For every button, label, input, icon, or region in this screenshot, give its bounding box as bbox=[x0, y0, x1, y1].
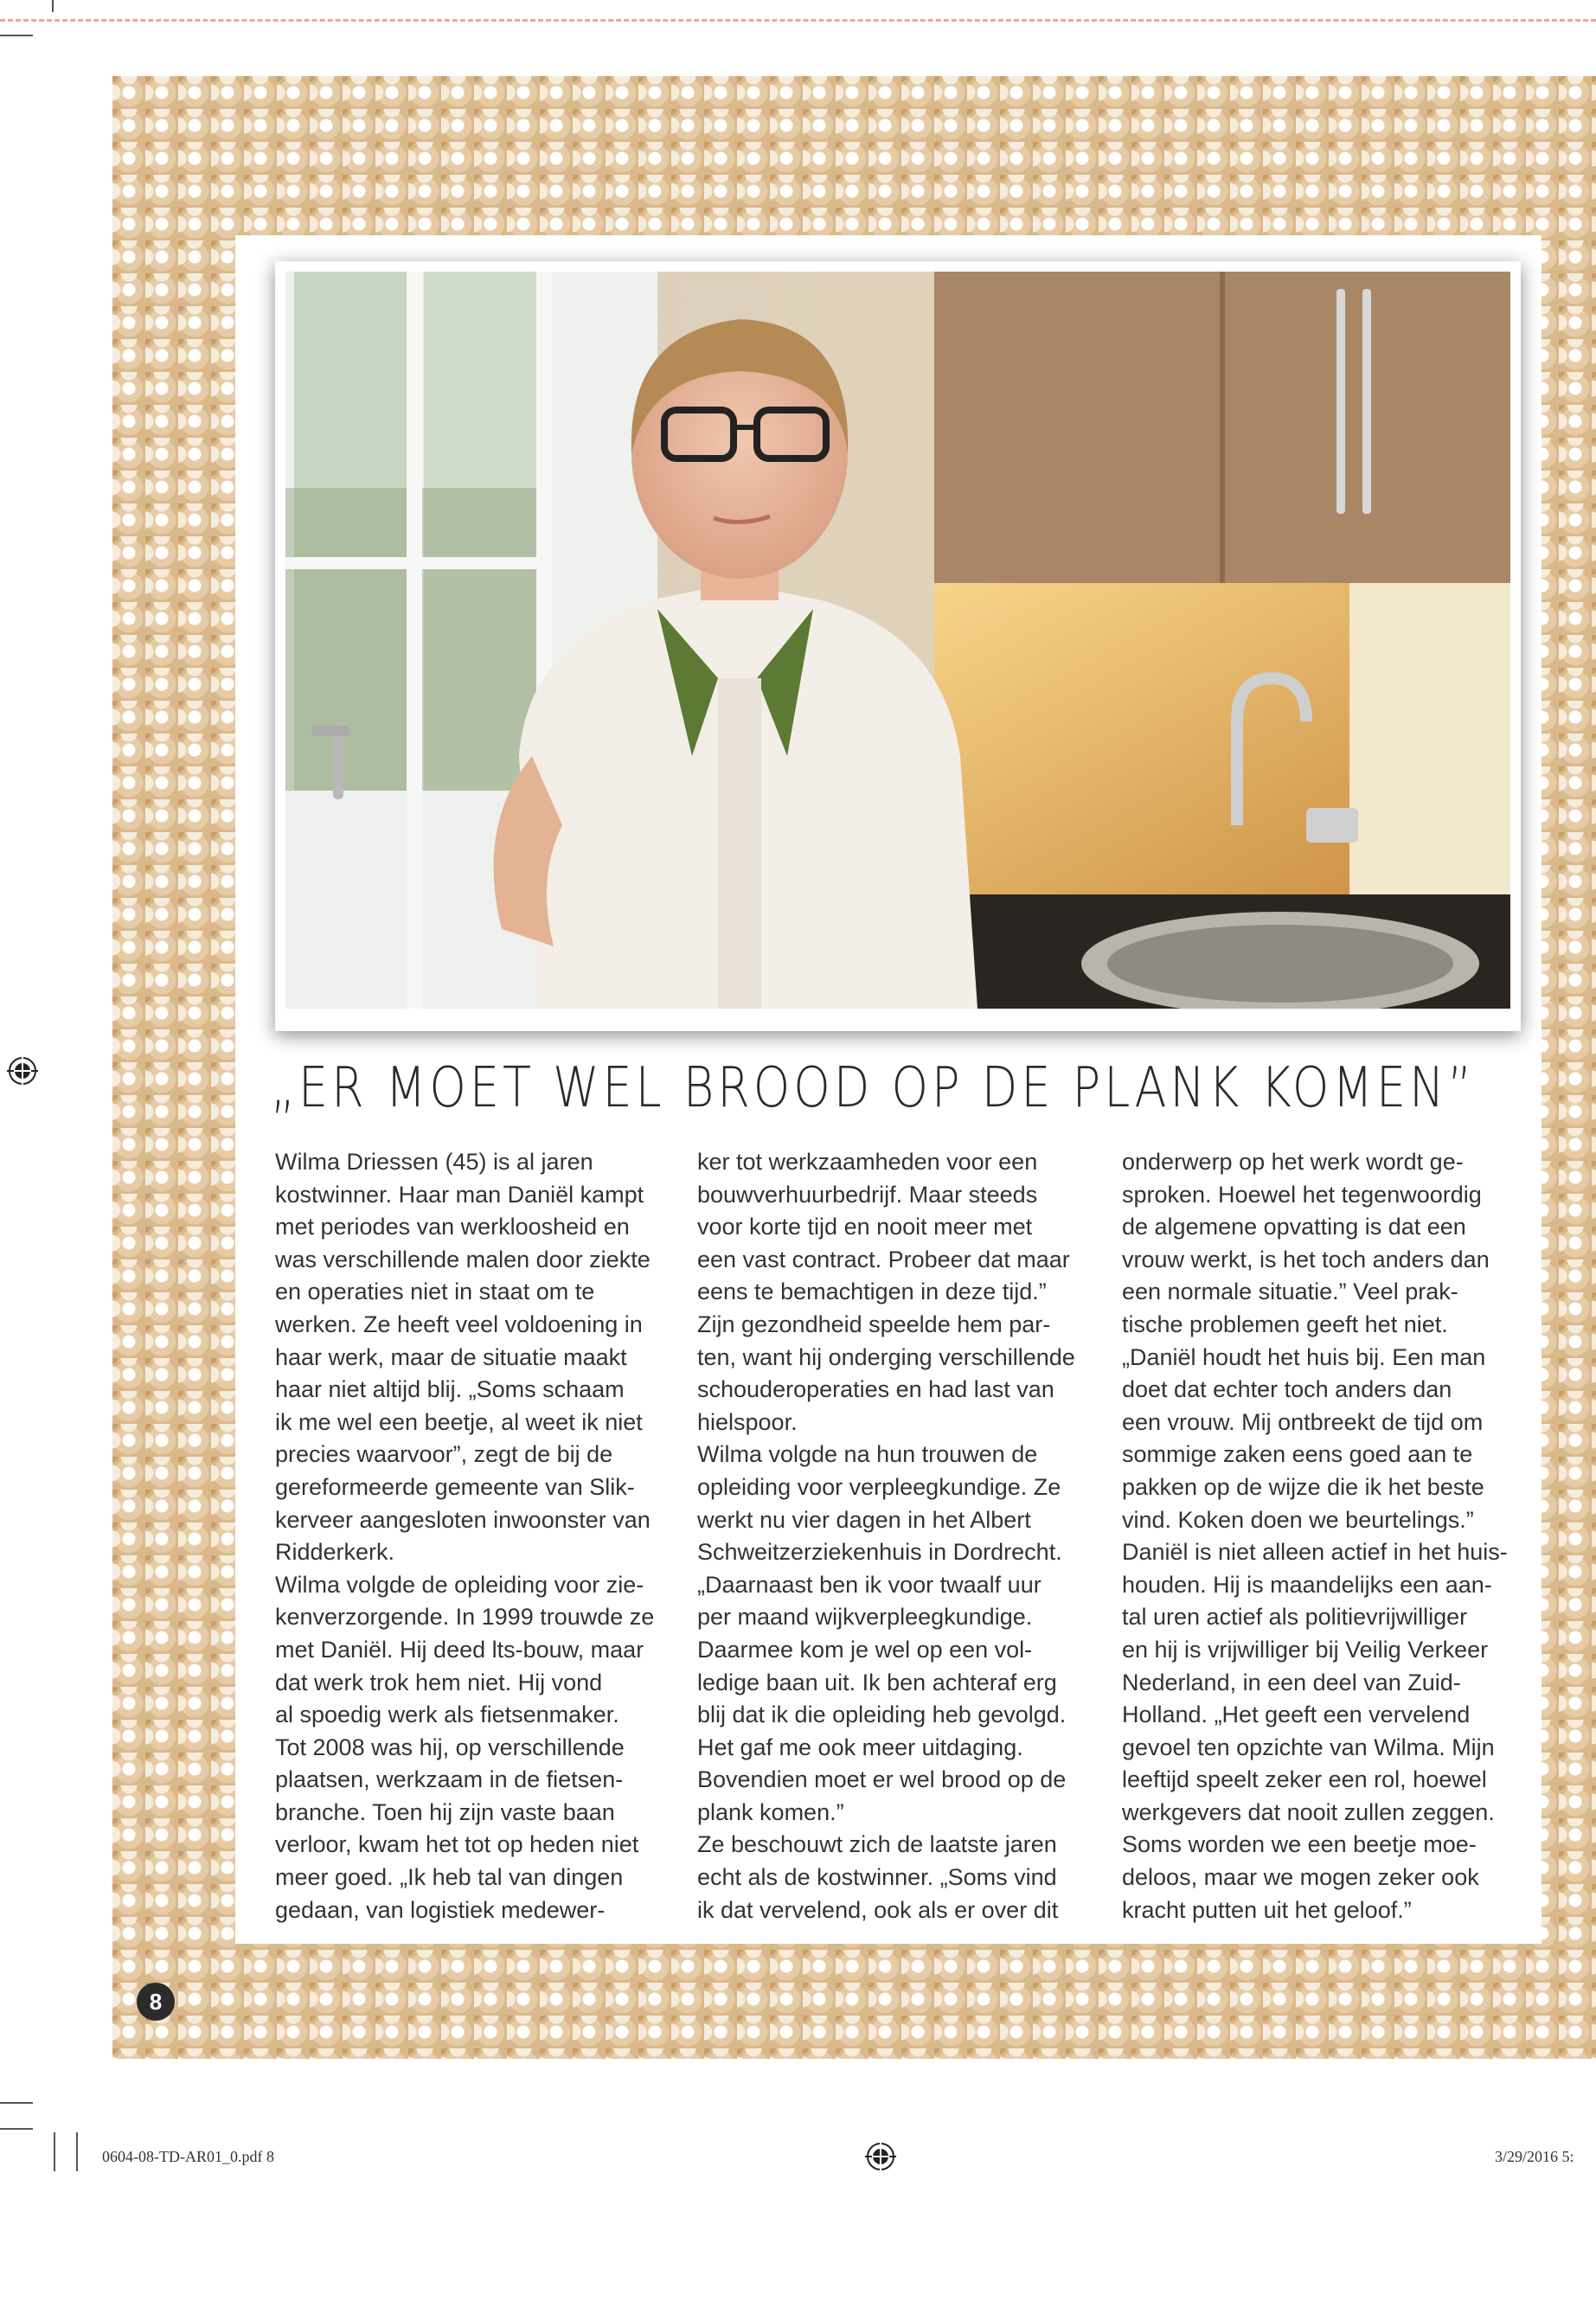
crop-mark bbox=[52, 0, 54, 12]
print-slug-filename: 0604-08-TD-AR01_0.pdf 8 bbox=[102, 2148, 274, 2165]
article-column-1 bbox=[275, 1146, 682, 1926]
crop-mark bbox=[0, 2128, 33, 2130]
article-headline: „ER MOET WEL BROOD OP DE PLANK KOMEN” bbox=[271, 1055, 1476, 1120]
top-dashed-trim-line bbox=[0, 19, 1596, 22]
crop-mark bbox=[0, 2102, 33, 2104]
article-column-3 bbox=[1122, 1146, 1529, 1926]
paragraph: Wilma volgde na hun trouwen de opleiding voor verpleegkundige. Ze werkt nu vier dagen in het Albert Schweitzerziekenhuis in Dordrecht. „Daarnaast ben ik voor twaalf uur per maand wijkverpleegkundige. Daarmee kom je wel op een vol- ledige baan uit. Ik ben achteraf erg blij dat ik die opleiding heb gevolgd. Het gaf me ook meer uitdaging. Bovendien moet er wel brood op de plank komen.” bbox=[697, 1441, 1067, 1825]
paragraph: onderwerp op het werk wordt ge- sproken. Hoewel het tegenwoordig de algemene opvatting is dat een vrouw werkt, is het toch anders dan een normale situatie.” Veel prak- tische problemen geeft het niet. „Daniël houdt het huis bij. Een man doet dat echter toch anders dan een vrouw. Mij ontbreekt de tijd om sommige zaken eens goed aan te pakken op de wijze die ik het beste vind. Koken doen we beurtelings.” Daniël is niet alleen actief in het huis- houden. Hij is maandelijks een aan- tal uren actief als politievrijwilliger en hij is vrijwilliger bij Veilig Verkeer Nederland, in een deel van Zuid- Holland. „Het geeft een vervelend gevoel ten opzichte van Wilma. Mijn leeftijd speelt zeker een rol, hoewel werkgevers dat nooit zullen zeggen. Soms worden we een beetje moe- deloos, maar we mogen zeker ook kracht putten uit het geloof.” bbox=[1122, 1149, 1508, 1923]
photo-frame bbox=[275, 261, 1521, 1031]
page-number: 8 bbox=[137, 1983, 175, 2021]
crop-mark bbox=[76, 2132, 78, 2171]
registration-mark-icon bbox=[7, 1055, 38, 1086]
article-column-2 bbox=[697, 1146, 1104, 1926]
article-photo bbox=[285, 272, 1510, 1009]
paragraph: ker tot werkzaamheden voor een bouwverhuurbedrijf. Maar steeds voor korte tijd en nooit meer met een vast contract. Probeer dat maar eens te bemachtigen in deze tijd.” Zijn gezondheid speelde hem par- ten, want hij onderging verschillende schouderoperaties en had last van hielspoor. bbox=[697, 1149, 1075, 1435]
portrait-photo-illustration bbox=[285, 272, 1510, 1009]
paragraph: Wilma volgde de opleiding voor zie- kenverzorgende. In 1999 trouwde ze met Daniël. Hij deed lts-bouw, maar dat werk trok hem niet. Hij vond al spoedig werk als fietsenmaker. Tot 2008 was hij, op verschillende plaatsen, werkzaam in de fietsen- branche. Toen hij zijn vaste baan verloor, kwam het tot op heden niet meer goed. „Ik heb tal van dingen gedaan, van logistiek medewer- bbox=[275, 1571, 655, 1923]
registration-mark-icon bbox=[865, 2141, 896, 2172]
crop-mark bbox=[0, 35, 33, 36]
paragraph: Ze beschouwt zich de laatste jaren echt als de kostwinner. „Soms vind ik dat vervelend, ook als er over dit bbox=[697, 1831, 1059, 1923]
print-slug-datetime: 3/29/2016 5: bbox=[1495, 2148, 1574, 2165]
paragraph: Wilma Driessen (45) is al jaren kostwinner. Haar man Daniël kampt met periodes van werkloosheid en was verschillende malen door ziekte en operaties niet in staat om te werken. Ze heeft veel voldoening in haar werk, maar de situatie maakt haar niet altijd blij. „Soms schaam ik me wel een beetje, al weet ik niet precies waarvoor”, zegt de bij de gereformeerde gemeente van Slik- kerveer aangesloten inwoonster van Ridderkerk. bbox=[275, 1149, 651, 1566]
crop-mark bbox=[54, 2132, 55, 2171]
